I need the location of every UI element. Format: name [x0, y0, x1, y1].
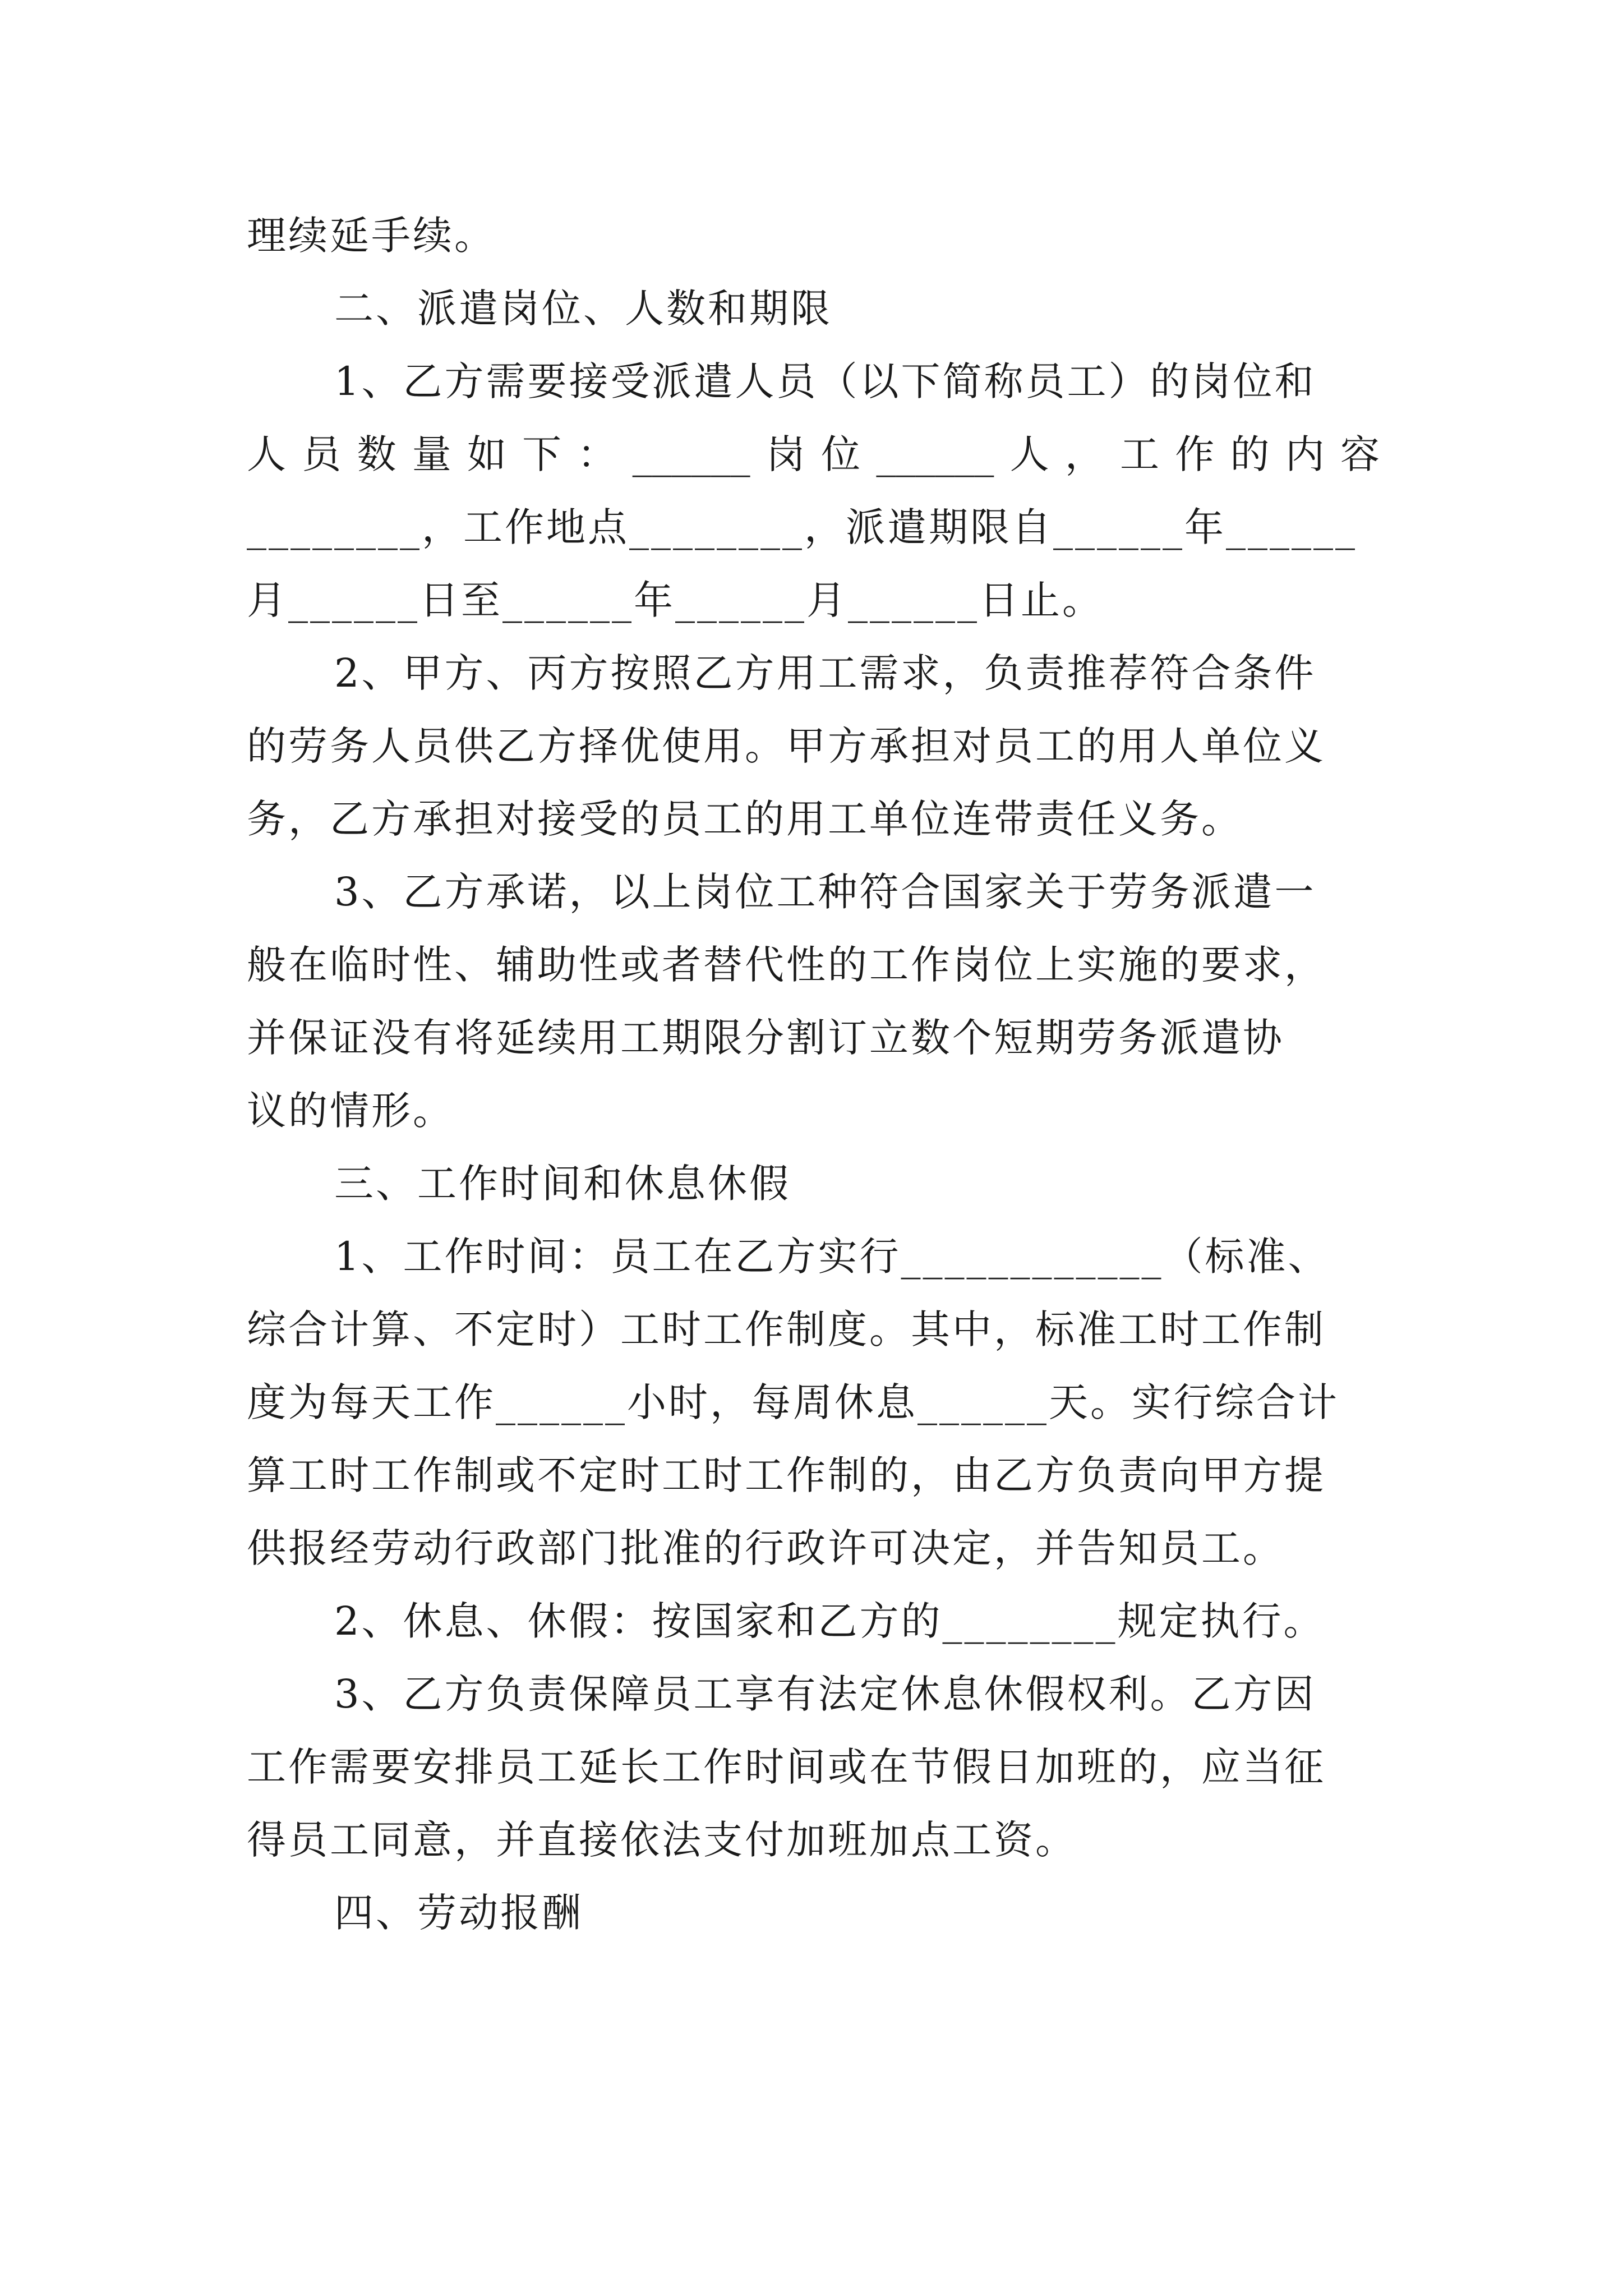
text-line: 月______日至______年______月______日止。 — [247, 577, 1104, 623]
text-line: 1、工作时间：员工在乙方实行____________（标准、 — [334, 1234, 1330, 1280]
section-heading: 三、工作时间和休息休假 — [334, 1161, 791, 1207]
section-heading: 二、派遣岗位、人数和期限 — [334, 286, 832, 332]
text-line: ________，工作地点________，派遣期限自______年______ — [247, 504, 1357, 550]
text-line: 供报经劳动行政部门批准的行政许可决定，并告知员工。 — [247, 1525, 1284, 1571]
text-line: 议的情形。 — [247, 1088, 454, 1134]
text-line: 3、乙方承诺，以上岗位工种符合国家关于劳务派遣一 — [334, 869, 1316, 915]
text-line: 2、休息、休假：按国家和乙方的________规定执行。 — [334, 1598, 1325, 1644]
text-line: 并保证没有将延续用工期限分割订立数个短期劳务派遣协 — [247, 1015, 1284, 1061]
section-heading: 四、劳动报酬 — [334, 1890, 583, 1936]
text-line: 般在临时性、辅助性或者替代性的工作岗位上实施的要求， — [247, 942, 1326, 988]
text-line: 度为每天工作______小时，每周休息______天。实行综合计 — [247, 1379, 1339, 1425]
text-line: 1、乙方需要接受派遣人员（以下简称员工）的岗位和 — [334, 358, 1316, 404]
text-line: 3、乙方负责保障员工享有法定休息休假权利。乙方因 — [334, 1671, 1316, 1717]
text-line: 得员工同意，并直接依法支付加班加点工资。 — [247, 1817, 1077, 1863]
text-line: 综合计算、不定时）工时工作制度。其中，标准工时工作制 — [247, 1306, 1326, 1352]
text-line: 算工时工作制或不定时工时工作制的，由乙方负责向甲方提 — [247, 1452, 1326, 1498]
text-line: 理续延手续。 — [247, 213, 496, 259]
text-line: 2、甲方、丙方按照乙方用工需求，负责推荐符合条件 — [334, 650, 1316, 696]
text-line: 的劳务人员供乙方择优使用。甲方承担对员工的用人单位义 — [247, 723, 1326, 769]
text-line-justified: 人 员 数 量 如 下 ： ______ 岗 位 ______ 人 ， 工 作 的 内 容 — [247, 431, 1380, 477]
text-line: 工作需要安排员工延长工作时间或在节假日加班的，应当征 — [247, 1744, 1326, 1790]
text-line: 务，乙方承担对接受的员工的用工单位连带责任义务。 — [247, 796, 1243, 842]
